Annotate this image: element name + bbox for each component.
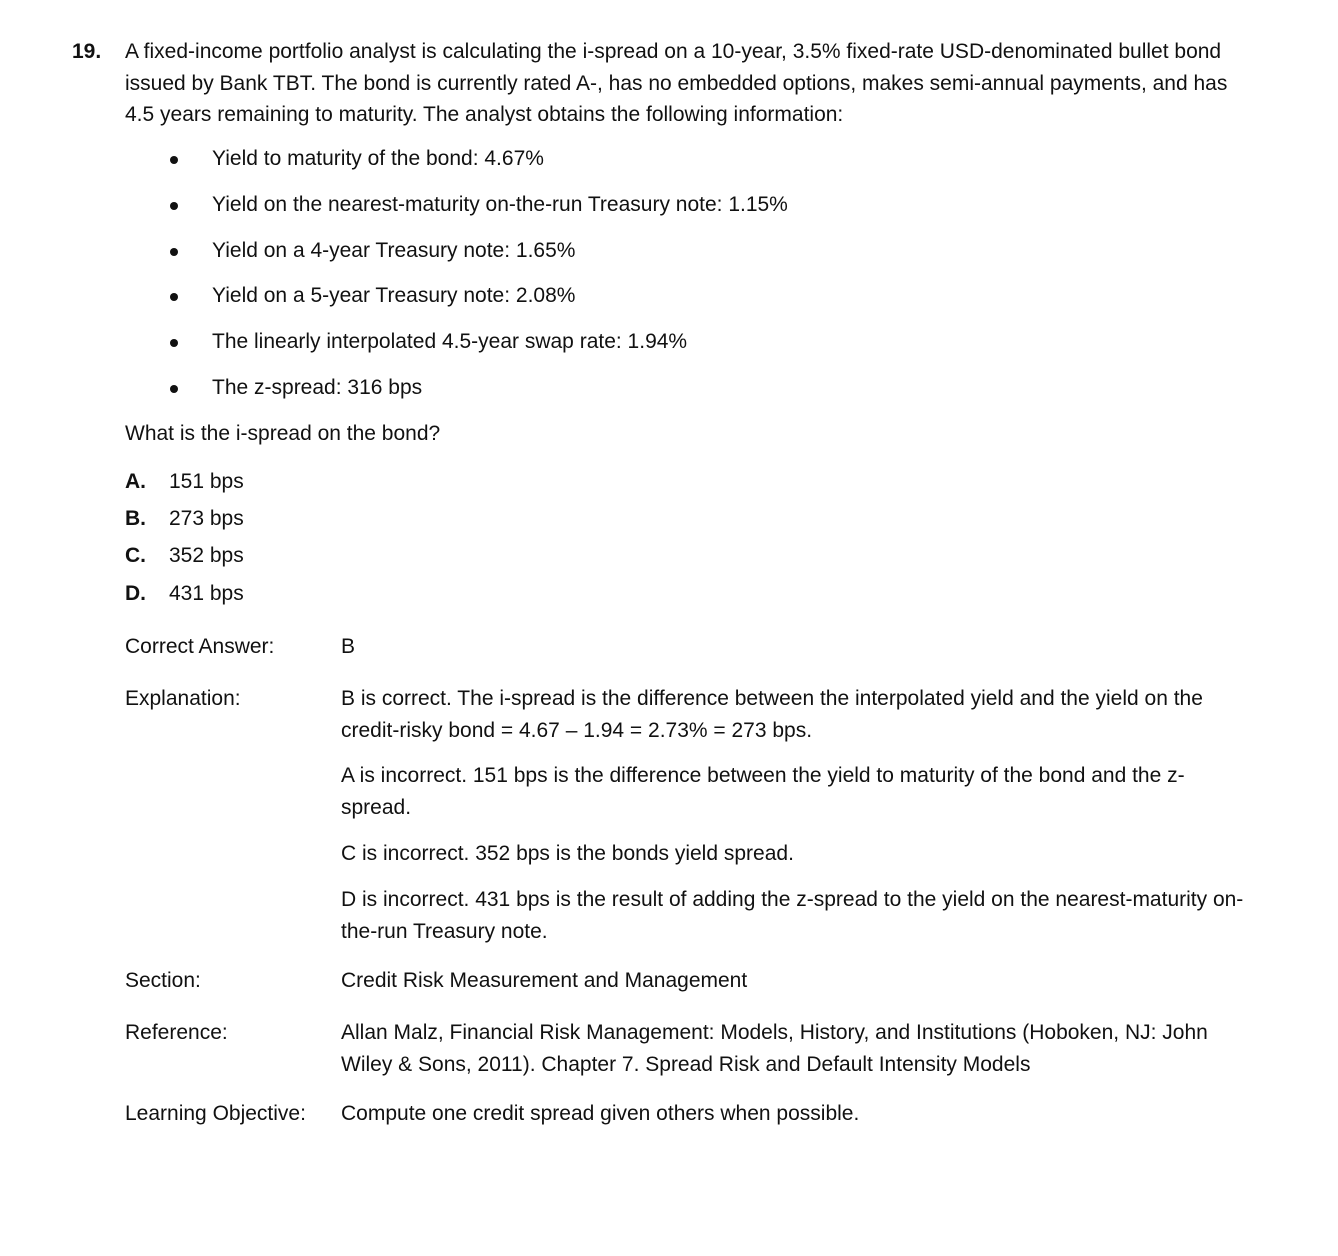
- learning-objective-value: Compute one credit spread given others when possible.: [341, 1102, 860, 1125]
- reference-value: Allan Malz, Financial Risk Management: Models, History, and Institutions (Hoboken, NJ: John Wiley & Sons, 2011). Chapter 7. Spread Risk and Default Intensity Models: [341, 1021, 1208, 1076]
- info-item-text: Yield to maturity of the bond: 4.67%: [212, 147, 544, 170]
- option-text: 352 bps: [169, 544, 244, 567]
- bullet-icon: [170, 339, 178, 347]
- bullet-icon: [170, 202, 178, 210]
- option-text: 273 bps: [169, 507, 244, 530]
- info-item-text: Yield on a 5-year Treasury note: 2.08%: [212, 284, 576, 308]
- question-stem: A fixed-income portfolio analyst is calculating the i-spread on a 10-year, 3.5% fixed-rate USD-denominated bullet bond issued by Bank TBT. The bond is currently rated A-, has no embedded options, makes semi-annual payments, and has 4.5 years remaining to maturity. The analyst obtains the following information:: [125, 40, 1228, 126]
- reference-label: Reference:: [125, 1021, 228, 1044]
- explanation-paragraph: D is incorrect. 431 bps is the result of adding the z-spread to the yield on the nearest-maturity on-the-run Treasury note.: [341, 888, 1244, 943]
- explanation-paragraph: B is correct. The i-spread is the difference between the interpolated yield and the yield on the credit-risky bond = 4.67 – 1.94 = 2.73% = 273 bps.: [341, 687, 1203, 742]
- learning-objective-label: Learning Objective:: [125, 1102, 306, 1125]
- info-item-text: Yield on the nearest-maturity on-the-run Treasury note: 1.15%: [212, 192, 788, 216]
- bullet-icon: [170, 156, 178, 164]
- option-text: 151 bps: [169, 470, 244, 493]
- info-item-text: The z-spread: 316 bps: [212, 375, 423, 399]
- answer-option-a: [0, 466, 400, 498]
- explanation-paragraph: A is incorrect. 151 bps is the difference between the yield to maturity of the bond and the z-spread.: [341, 764, 1185, 819]
- answer-option-c: [0, 540, 400, 572]
- bullet-icon: [170, 385, 178, 393]
- correct-answer-value: B: [341, 635, 356, 658]
- question-number: 19.: [72, 40, 102, 63]
- answer-option-d: [0, 578, 400, 610]
- explanation-paragraph: C is incorrect. 352 bps is the bonds yield spread.: [341, 842, 794, 865]
- answer-option-b: [0, 503, 400, 535]
- question-prompt: What is the i-spread on the bond?: [125, 422, 441, 445]
- option-letter: C.: [125, 544, 146, 567]
- bullet-icon: [170, 248, 178, 256]
- option-letter: A.: [125, 470, 146, 493]
- option-text: 431 bps: [169, 582, 244, 605]
- option-letter: D.: [125, 582, 146, 605]
- info-item-text: Yield on a 4-year Treasury note: 1.65%: [212, 238, 576, 262]
- section-label: Section:: [125, 969, 201, 992]
- explanation-label: Explanation:: [125, 687, 241, 710]
- section-value: Credit Risk Measurement and Management: [341, 969, 748, 992]
- bullet-icon: [170, 293, 178, 301]
- option-letter: B.: [125, 507, 146, 530]
- info-item-text: The linearly interpolated 4.5-year swap rate: 1.94%: [212, 330, 688, 354]
- correct-answer-label: Correct Answer:: [125, 635, 275, 658]
